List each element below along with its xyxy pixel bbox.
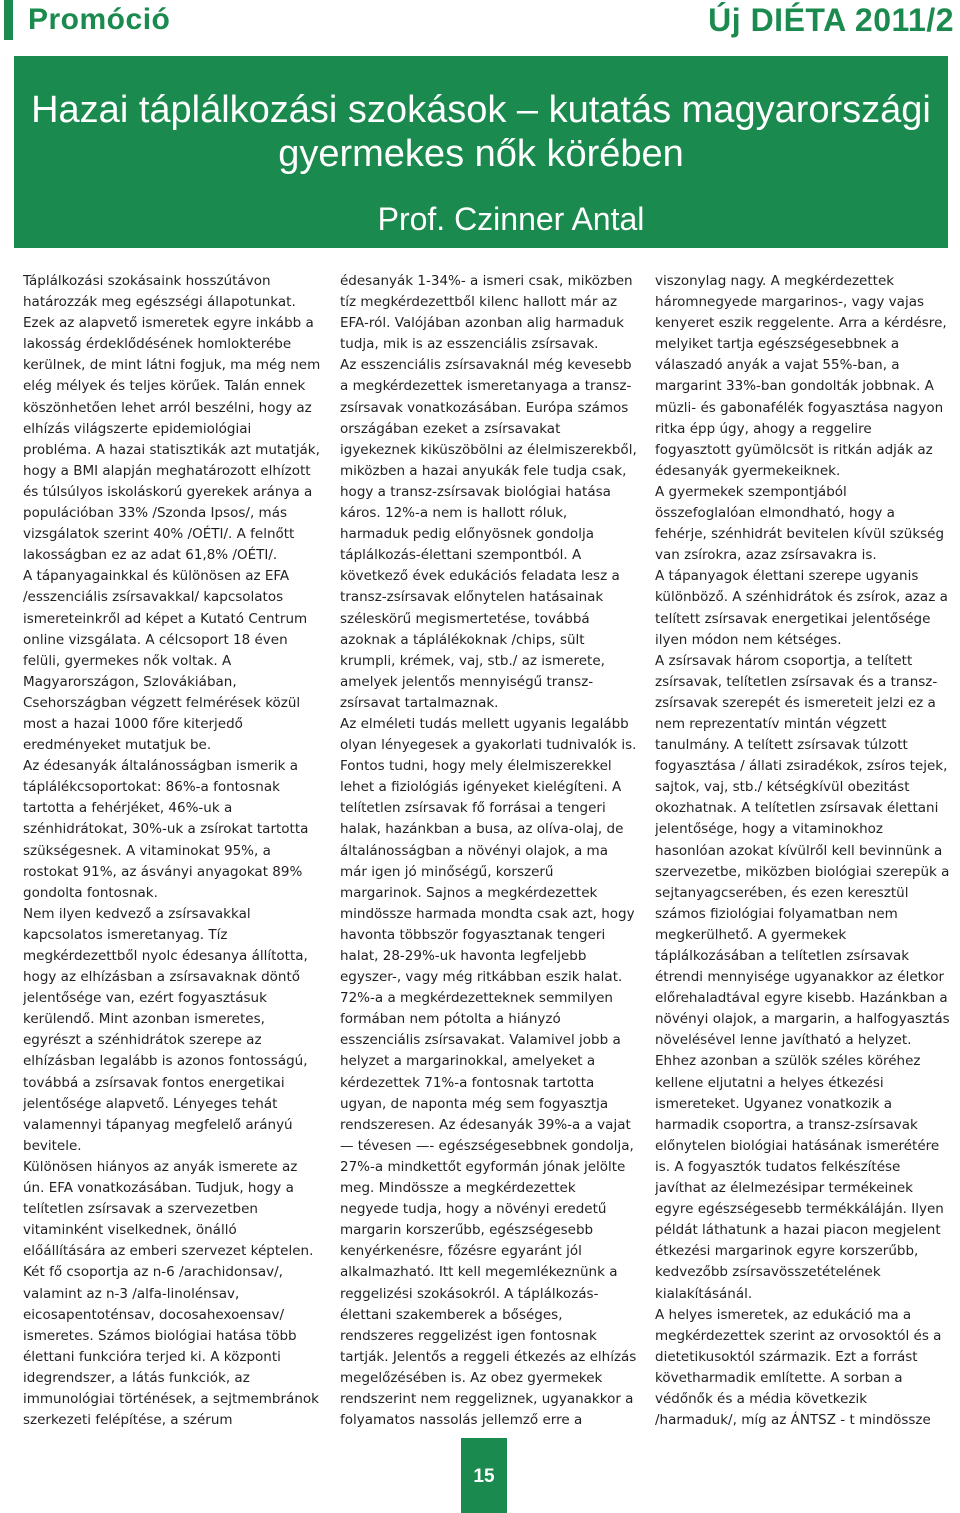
paragraph: Az esszenciális zsírsavaknál még kevesebb a megkérdezettek ismeretanyaga a transz-zsírsavak vonatkozásában. Európa számos országában ezeket a zsírsavakat igyekeznek kiküszöbölni az élelmiszerekből, miközben a hazai anyukák fele tudja csak, hogy a transz-zsírsavak biológiai hatása káros. 12%-a nem is hallott róluk, harmaduk pedig előnyösnek gondolja táplálkozás-élettani szempontból. A következő évek edukációs feladata lesz a transz-zsírsavak előnytelen hatásainak széleskörű megismertetése, továbbá azoknak a táplálékoknak /chips, sült krumpli, krémek, vaj, stb./ az ismerete, amelyek jelentős mennyiségű transz-zsírsavat tartalmaznak.	[340, 357, 637, 711]
article-author: Prof. Czinner Antal	[377, 201, 645, 237]
paragraph: A gyermekek szempontjából összefoglalóan elmondható, hogy a fehérje, szénhidrát bevitelen kívül szükség van zsírokra, azaz zsírsavakra is.	[655, 483, 945, 564]
text-column-2	[340, 271, 638, 1431]
text-column-1	[23, 271, 323, 1431]
paragraph: A tápanyagainkkal és különösen az EFA /esszenciális zsírsavakkal/ kapcsolatos ismereteinkről ad képet a Kutató Centrum online vizsgálata. A célcsoport 18 éven felüli, gyermekes nők voltak. A Magyarországon, Szlovákiában, Csehországban végzett felmérések közül most a hazai 1000 főre kiterjedő eredményeket mutatjuk be.	[23, 568, 308, 754]
text-column-3	[655, 271, 951, 1431]
page-header	[0, 0, 960, 42]
paragraph: viszonylag nagy. A megkérdezettek háromnegyede margarinos-, vagy vajas kenyeret eszik reggelente. Arra a kérdésre, melyiket tartja egészségesebbnek a válaszadó anyák a vajat 55%-ban, a margarint 33%-ban gondolták jobbnak. A müzli- és gabonafélék fogyasztása nagyon ritka épp úgy, ahogy a reggelire fogyasztott gyümölcsöt is ritkán adják az édesanyák gyermekeiknek.	[655, 273, 947, 479]
paragraph: A tápanyagok élettani szerepe ugyanis különböző. A szénhidrátok és zsírok, azaz a telített zsírsavak energetikai jelentősége ilyen módon nem kétséges.	[655, 568, 948, 648]
paragraph: Az édesanyák általánosságban ismerik a táplálékcsoportokat: 86%-a fontosnak tartotta a fehérjéket, 46%-uk a szénhidrátokat, 30%-uk a zsírokat tartotta szükségesnek. A vitaminokat 95%, a rostokat 91%, az ásványi anyagokat 89% gondolta fontosnak.	[23, 758, 309, 901]
paragraph: Táplálkozási szokásaink hosszútávon határozzák meg egészségi állapotunkat. Ezek az alapvető ismeretek egyre inkább a lakosság érdeklődésének homlokterébe kerülnek, de mint látni fogjuk, ma még nem elég mélyek és teljes körűek. Talán ennek köszönhetően lehet arról beszélni, hogy az elhízás világszerte epidemiológiai probléma. A hazai statisztikák azt mutatják, hogy a BMI alapján meghatározott elhízott és túlsúlyos iskoláskorú gyerekek aránya a populációban 33% /Szonda Ipsos/, más vizsgálatok szerint 40% /OÉTI/. A felnőtt lakosságban ez az adat 61,8% /OÉTI/.	[23, 273, 321, 564]
page-number: 15	[473, 1466, 495, 1487]
paragraph: Különösen hiányos az anyák ismerete az ún. EFA vonatkozásában. Tudjuk, hogy a telítetlen zsírsavak a szervezetben vitaminként viselkednek, önálló előállítására az emberi szervezet képtelen. Két fő csoportja az n-6 /arachidonsav/, valamint az n-3 /alfa-linolénsav, eicosapentoténsav, docosahexoensav/ ismeretes. Számos biológiai hatása több élettani funkcióra terjed ki. A központi idegrendszer, a látás funkciók, az immunológiai történések, a sejtmembránok szerkezeti felépítése, a szérum	[23, 1158, 319, 1429]
section-label: Promóció	[28, 3, 171, 36]
magazine-issue: Új DIÉTA 2011/2	[708, 2, 954, 38]
paragraph: édesanyák 1-34%- a ismeri csak, miközben tíz megkérdezettből kilenc hallott már az EFA-ról. Valójában azonban alig harmaduk tudja, mik is az esszenciális zsírsavak.	[340, 273, 633, 353]
paragraph: A zsírsavak három csoportja, a telített zsírsavak, telítetlen zsírsavak és a transz-zsírsavak szerepét és ismereteit jelzi ez a nem reprezentatív mintán végzett tanulmány. A telített zsírsavak túlzott fogyasztása / állati zsiradékok, zsíros tejek, sajtok, vaj, stb./ kétségkívül obezitást okozhatnak. A telítetlen zsírsavak élettani jelentősége, hogy a vitaminokhoz hasonlóan azokat kívülről kell bevinnünk a szervezetbe, miközben biológiai szerepük a sejtanyagcserében, és ezen keresztül számos fiziológiai folyamatban nem megkerülhető. A gyermekek táplálkozásában a telítetlen zsírsavak étrendi mennyisége ugyanakkor az életkor előrehaladtával egyre kisebb. Hazánkban a növényi olajok, a margarin, a halfogyasztás növelésével lenne javítható a helyzet. Ehhez azonban a szülök széles köréhez kellene eljutatni a helyes étkezési ismereteket. Ugyanez vonatkozik a harmadik csoportra, a transz-zsírsavak előnytelen biológiai hatásának ismerétére is. A fogyasztók tudatos felkészítése javíthat az élelmezésipar termékeinek egyre egészségesebb termékkáláján. Ilyen példát láthatunk a hazai piacon megjelent étkezési margarinok egyre korszerűbb, kedvezőbb zsírsavösszetételének kialakításánál.	[655, 652, 950, 1302]
paragraph: Nem ilyen kedvező a zsírsavakkal kapcsolatos ismeretanyag. Tíz megkérdezettből nyolc édesanya állította, hogy az elhízásban a zsírsavaknak döntő jelentősége van, ezért fogyasztásuk kerülendő. Mint azonban ismeretes, egyrészt a szénhidrátok szerepe az elhízásban legalább is azonos fontosságú, továbbá a zsírsavak fontos energetikai jelentősége alapvető. Lényeges tehát valamennyi tápanyag megfelelő arányú bevitele.	[23, 905, 308, 1154]
paragraph: Az elméleti tudás mellett ugyanis legalább olyan lényegesek a gyakorlati tudnivalók is. Fontos tudni, hogy mely élelmiszerekkel lehet a fiziológiás igényeket kielégíteni. A telítetlen zsírsavak fő forrásai a tengeri halak, hazánkban a busa, az olíva-olaj, de általánosságban a növényi olajok, a ma már igen jó minőségű, korszerű margarinok. Sajnos a megkérdezettek mindössze harmada mondta csak azt, hogy havonta többször fogyasztanak tengeri halat, 28-29%-uk havonta legfeljebb egyszer-, vagy még ritkábban eszik halat. 72%-a a megkérdezetteknek semmilyen formában nem pótolta a hiányzó esszenciális zsírsavakat. Valamivel jobb a helyzet a margarinokkal, amelyeket a kérdezettek 71%-a fontosnak tartotta ugyan, de naponta még sem fogyasztja rendszeresen. Az édesanyák 39%-a a vajat — tévesen —- egészségesebbnek gondolja, 27%-a mindkettőt egyformán jónak jelölte meg. Mindössze a megkérdezettek negyede tudja, hogy a növényi eredetű margarin korszerűbb, egészségesebb kenyérkenésre, főzésre egyaránt jól alkalmazható. Itt kell megemlékeznünk a reggelizési szokásokról. A táplálkozás-élettani szakemberek a bőséges, rendszeres reggelizést igen fontosnak tartják. Jelentős a reggeli étkezés az elhízás megelőzésében is. Az obez gyermekek rendszerint nem reggeliznek, ugyanakkor a folyamatos nassolás jellemző erre a	[340, 715, 637, 1429]
title-banner	[14, 56, 948, 248]
header-accent-bar	[4, 0, 13, 40]
page-number-box	[461, 1438, 507, 1513]
paragraph: A helyes ismeretek, az edukáció ma a megkérdezettek szerint az orvosoktól és a dietetikusoktól származik. Ezt a forrást követharmadik említette. A sorban a védőnők és a média következik /harmaduk/, míg az ÁNTSZ - t mindössze	[655, 1306, 942, 1429]
article-title: Hazai táplálkozási szokások – kutatás magyarországi gyermekes nők körében	[31, 89, 931, 175]
